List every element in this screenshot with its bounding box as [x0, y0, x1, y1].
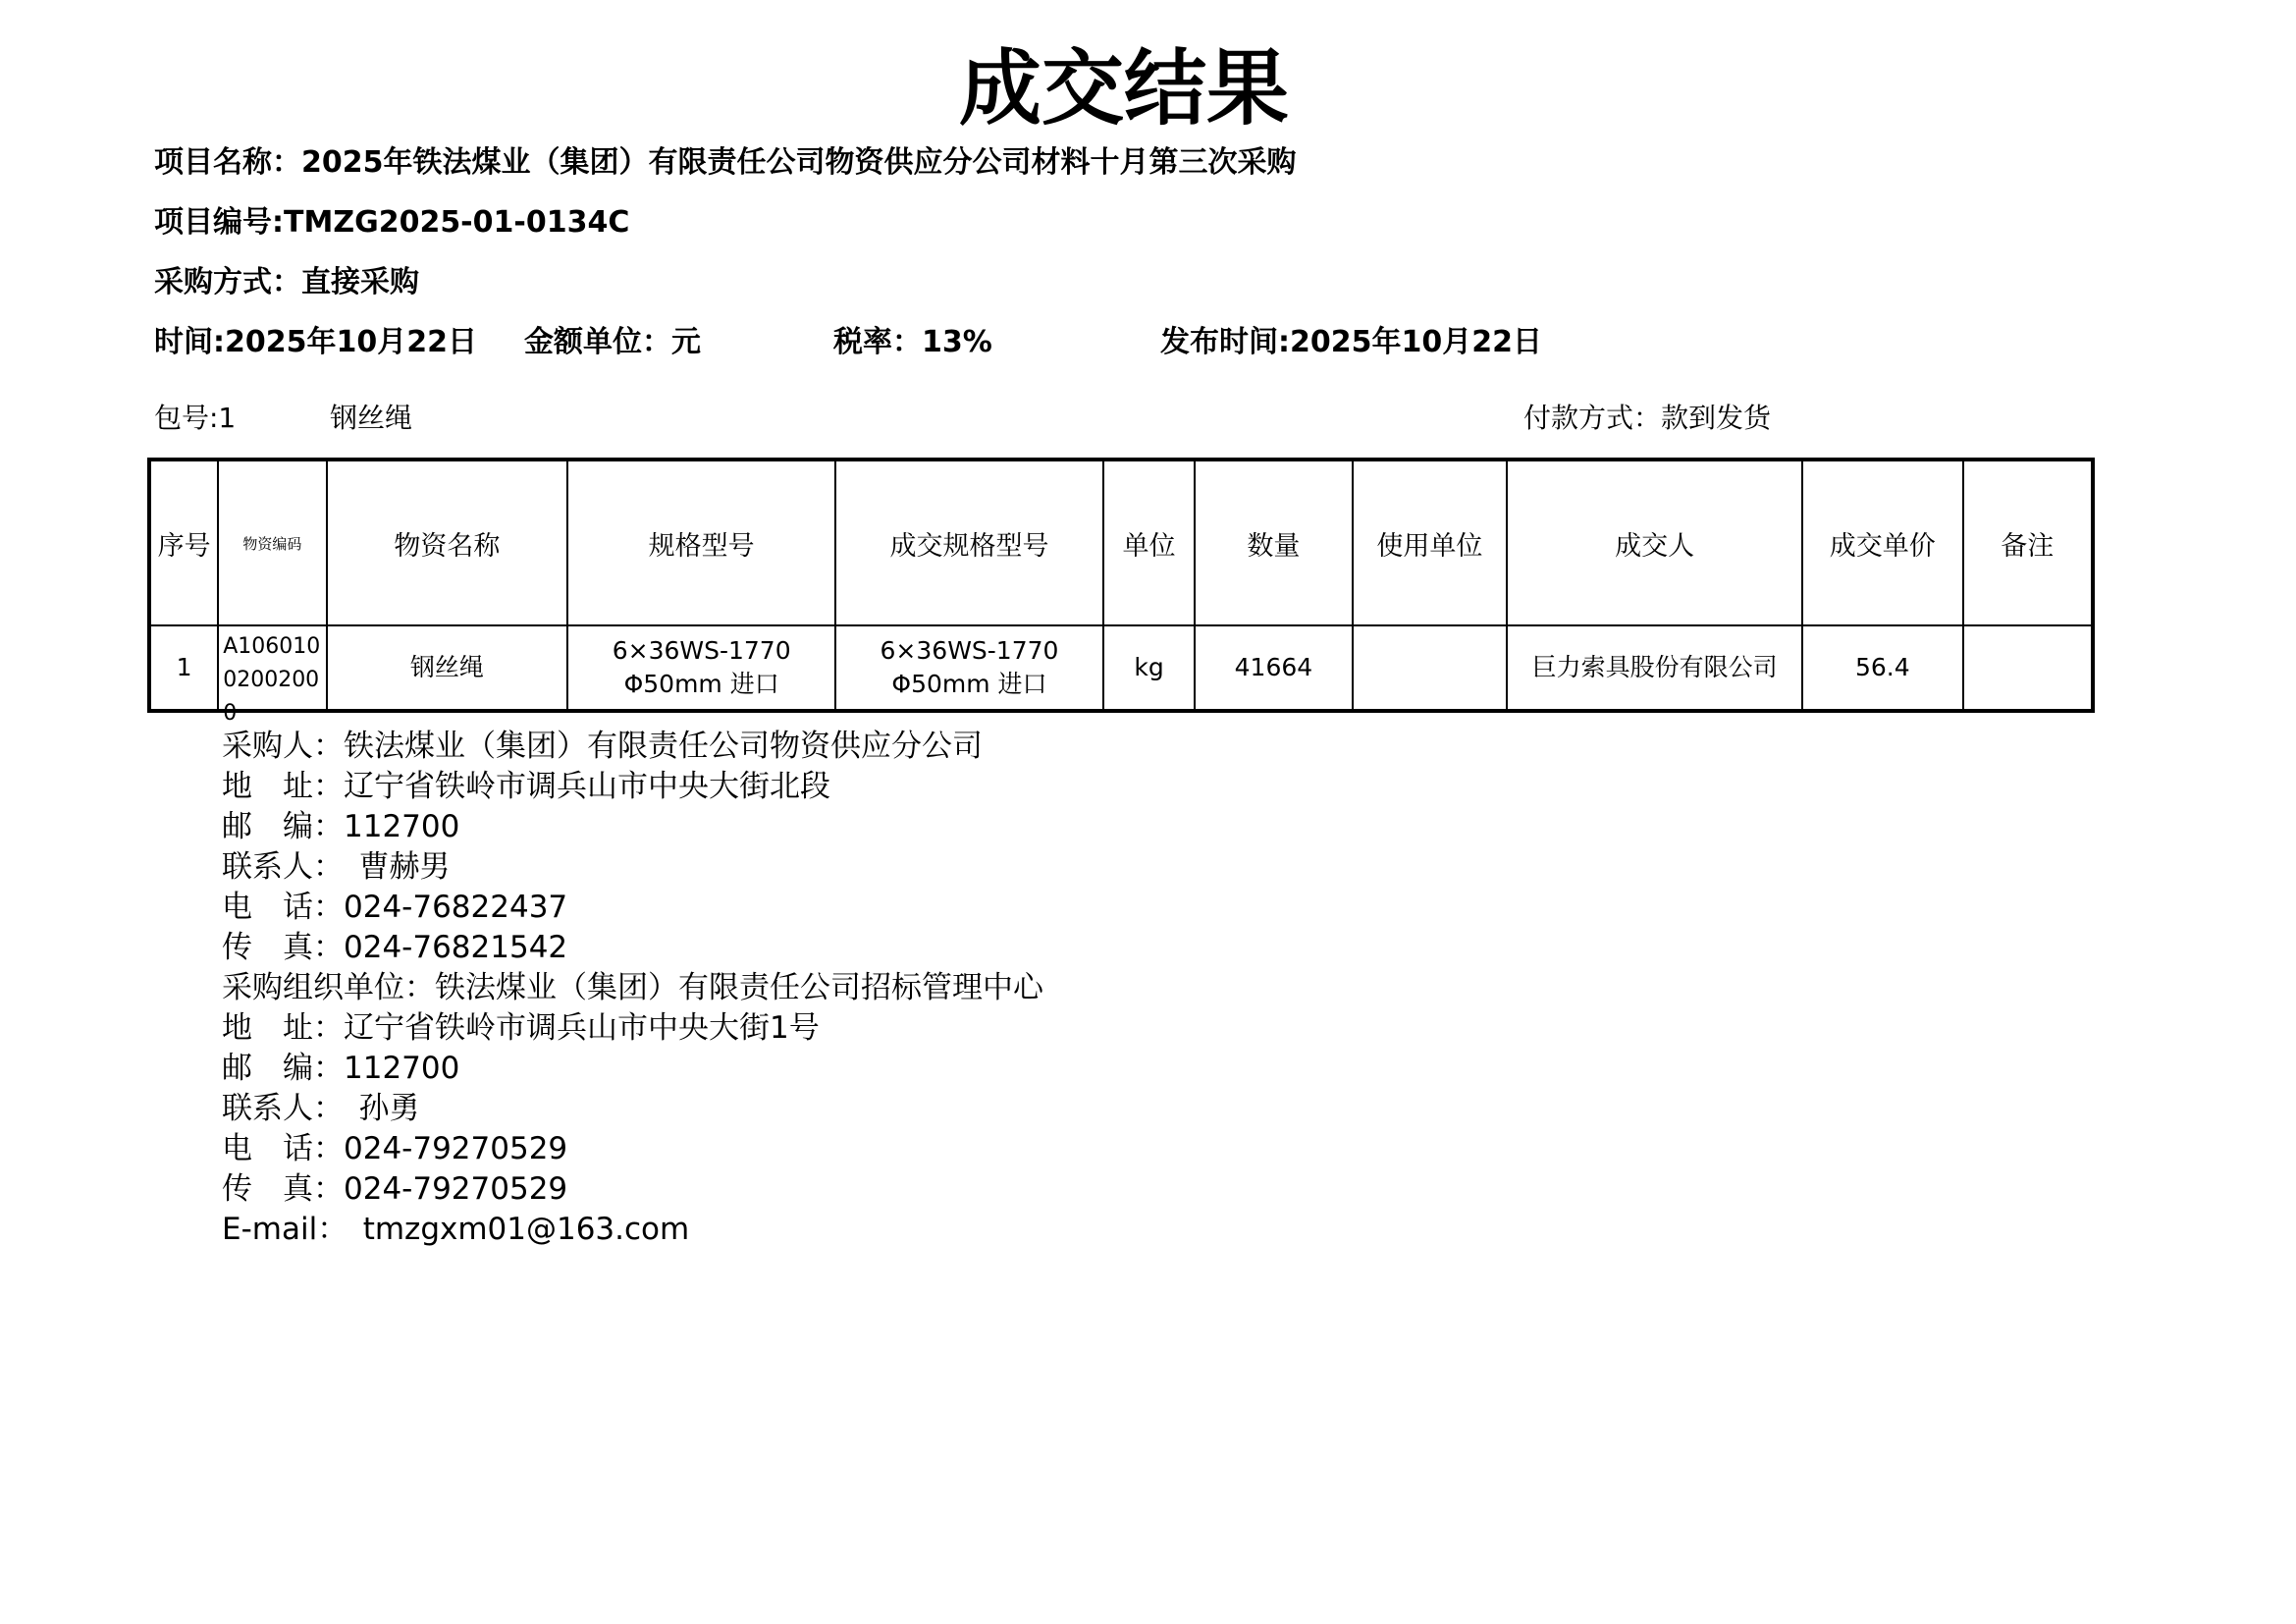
package-number: 包号:1 [154, 402, 237, 434]
org-address: 地 址：辽宁省铁岭市调兵山市中央大街1号 [222, 1010, 820, 1046]
header-user-unit: 使用单位 [1353, 460, 1507, 625]
org-fax: 传 真：024-79270529 [222, 1171, 568, 1207]
cell-winner: 巨力索具股份有限公司 [1507, 625, 1802, 711]
cell-material-code-text: A10601002002000 [223, 634, 321, 726]
package-name: 钢丝绳 [330, 402, 413, 434]
header-unit: 单位 [1103, 460, 1195, 625]
cell-spec: 6×36WS-1770 Φ50mm 进口 [567, 625, 835, 711]
buyer-phone: 电 话：024-76822437 [222, 890, 568, 925]
cell-unit: kg [1103, 625, 1195, 711]
header-deal-spec: 成交规格型号 [835, 460, 1103, 625]
cell-remark [1963, 625, 2093, 711]
cell-quantity: 41664 [1195, 625, 1352, 711]
cell-unit-price: 56.4 [1802, 625, 1962, 711]
header-material-name: 物资名称 [327, 460, 568, 625]
org-postcode: 邮 编：112700 [222, 1051, 460, 1086]
table-header-row [149, 460, 2093, 625]
buyer-address: 地 址：辽宁省铁岭市调兵山市中央大街北段 [222, 769, 830, 804]
document-title: 成交结果 [958, 40, 1289, 136]
org-name: 采购组织单位：铁法煤业（集团）有限责任公司招标管理中心 [222, 970, 1043, 1005]
cell-material-name: 钢丝绳 [327, 625, 568, 711]
table-row [149, 625, 2093, 711]
header-material-code: 物资编码 [218, 460, 326, 625]
header-quantity: 数量 [1195, 460, 1352, 625]
org-email: E-mail： tmzgxm01@163.com [222, 1212, 690, 1247]
header-seq: 序号 [149, 460, 218, 625]
buyer-postcode: 邮 编：112700 [222, 809, 460, 844]
header-winner: 成交人 [1507, 460, 1802, 625]
header-unit-price: 成交单价 [1802, 460, 1962, 625]
tax-rate: 税率：13% [833, 325, 992, 359]
currency-unit: 金额单位：元 [524, 325, 701, 359]
cell-user-unit [1353, 625, 1507, 711]
buyer-fax: 传 真：024-76821542 [222, 930, 568, 965]
payment-method: 付款方式：款到发货 [1523, 402, 1772, 434]
contact-block [222, 727, 1043, 1250]
cell-material-code [218, 625, 326, 726]
org-contact: 联系人： 孙勇 [222, 1091, 420, 1126]
cell-seq: 1 [149, 625, 218, 711]
header-remark: 备注 [1963, 460, 2093, 625]
project-number: 项目编号:TMZG2025-01-0134C [154, 205, 630, 240]
buyer-name: 采购人：铁法煤业（集团）有限责任公司物资供应分公司 [222, 729, 983, 764]
project-name: 项目名称：2025年铁法煤业（集团）有限责任公司物资供应分公司材料十月第三次采购 [154, 145, 1297, 180]
header-spec: 规格型号 [567, 460, 835, 625]
org-phone: 电 话：024-79270529 [222, 1131, 568, 1166]
buyer-contact: 联系人： 曹赫男 [222, 849, 451, 885]
publish-time: 发布时间:2025年10月22日 [1160, 325, 1542, 359]
deal-result-table [147, 458, 2095, 726]
purchase-method: 采购方式：直接采购 [154, 265, 419, 299]
deal-time: 时间:2025年10月22日 [154, 325, 477, 359]
cell-deal-spec: 6×36WS-1770 Φ50mm 进口 [835, 625, 1103, 711]
